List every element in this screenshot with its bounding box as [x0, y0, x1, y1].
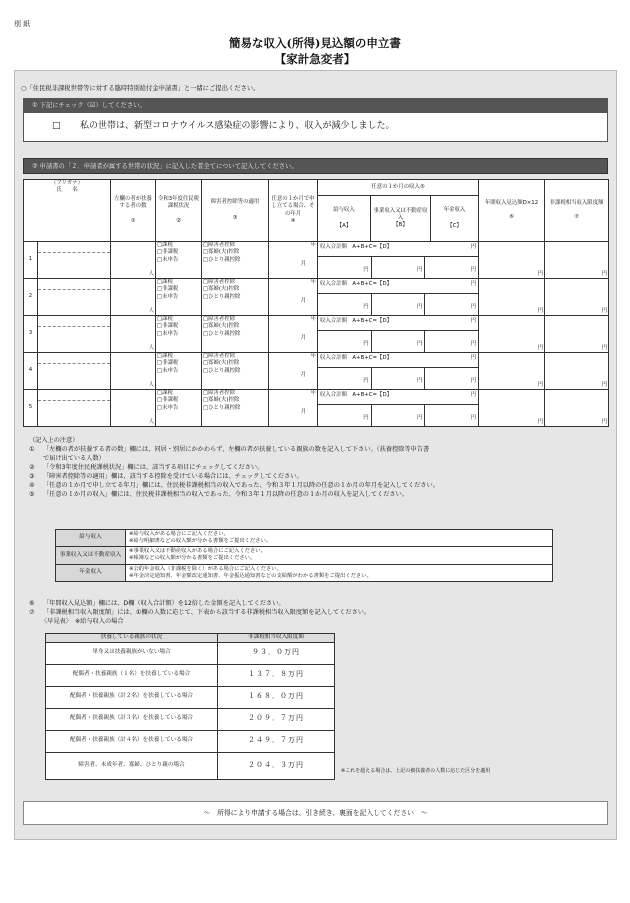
quick-status: 配偶者・扶養親族（計２名）を扶養している場合 [69, 693, 194, 700]
yen-unit: 円 [416, 341, 423, 347]
section1-statement: 私の世帯は、新型コロナウイルス感染症の影響により、収入が減少しました。 [80, 121, 395, 131]
quick-row [46, 708, 335, 730]
documents-row [56, 530, 553, 547]
tax-status-checkbox[interactable]: □未申告 [157, 404, 179, 411]
yen-unit: 円 [470, 281, 477, 287]
note-number: ④ [29, 482, 35, 489]
documents-table [55, 529, 553, 582]
furigana-input[interactable] [38, 353, 110, 364]
year-unit: 年 [310, 353, 317, 359]
quick-header: 非課税相当収入限度額 [248, 634, 304, 640]
month-unit: 月 [300, 372, 307, 379]
limit-input[interactable] [545, 353, 609, 390]
header-tax-status-num: ② [176, 218, 181, 225]
yen-unit: 円 [537, 307, 544, 314]
tax-status-checkbox[interactable]: □非課税 [157, 249, 179, 256]
income-total-label: 収入合計額 A+B+C=【D】 [320, 355, 392, 361]
quick-amount: １３７．８万円 [248, 670, 304, 679]
note-text: 「障害者控除等の適用」欄は、該当する控除を受けている場合には、チェックしてください。 [43, 473, 303, 480]
tax-status-checkbox[interactable]: □未申告 [157, 330, 179, 337]
header-deduction: 障害者控除等の適用 [210, 199, 260, 206]
yen-unit: 円 [601, 344, 608, 351]
dependents-input[interactable] [111, 279, 156, 316]
yen-unit: 円 [470, 304, 477, 310]
note-text: 「年間収入見込額」欄には、D欄（収入合計額）を12倍した金額を記入してください。 [43, 600, 285, 607]
business-input[interactable] [372, 294, 426, 315]
deduction-checkbox[interactable]: □寡婦(夫)控除 [203, 397, 240, 404]
header-pension: 年金収入 [443, 207, 466, 214]
note-item [29, 490, 609, 499]
note-item [29, 445, 609, 454]
yen-unit: 円 [363, 378, 369, 384]
note-text: 「左欄の者が扶養する者の数」欄には、同居・別居にかかわらず、左欄の者が扶養している親族の数を記入して下さい。（扶養控除等申告書 [43, 446, 430, 453]
household-table [23, 179, 608, 427]
dependents-input[interactable] [111, 353, 156, 390]
quick-table-title: 〈早見表〉 ※給与収入の場合 [41, 618, 124, 625]
note-number: ⑦ [29, 609, 35, 616]
quick-amount: ９３．０万円 [252, 648, 300, 657]
deduction-checkbox[interactable]: □障害者控除 [203, 353, 236, 359]
header-dependents: 左欄の者が扶養する者の数 [114, 195, 152, 209]
yen-unit: 円 [470, 355, 477, 361]
tax-status-checkbox[interactable]: □非課税 [157, 286, 179, 293]
month-unit: 月 [300, 298, 307, 305]
deduction-checkbox[interactable]: □ひとり親控除 [203, 256, 241, 263]
note-number: ② [29, 464, 35, 471]
limit-input[interactable] [545, 242, 609, 279]
yen-unit: 円 [601, 381, 608, 388]
header-business: 事業収入又は不動産収入 [373, 207, 428, 221]
page-title: 簡易な収入(所得)見込額の申立書 [229, 36, 401, 50]
header-annual: 年間収入見込額D×12 [484, 200, 539, 207]
annual-income-input[interactable] [479, 279, 545, 316]
tax-status-checkbox[interactable]: □非課税 [157, 323, 179, 330]
note-number: ③ [29, 473, 35, 480]
header-name: 氏 名 [56, 187, 78, 194]
header-deduction-num: ③ [232, 214, 238, 221]
deduction-checkbox[interactable]: □ひとり親控除 [203, 293, 241, 300]
quick-amount: ２０９．７万円 [248, 714, 304, 723]
tax-status-checkbox[interactable]: □非課税 [157, 360, 179, 367]
deduction-checkbox[interactable]: □ひとり親控除 [203, 404, 241, 411]
furigana-input[interactable] [38, 279, 110, 290]
yen-unit: 円 [416, 267, 423, 273]
section1-checkbox[interactable]: □ [52, 121, 61, 131]
dependents-input[interactable] [111, 242, 156, 279]
note-number: ⑤ [29, 491, 35, 498]
deduction-checkbox[interactable]: □障害者控除 [203, 279, 236, 285]
table-row [24, 316, 609, 353]
annual-income-input[interactable] [479, 316, 545, 353]
tax-status-checkbox[interactable]: □未申告 [157, 367, 179, 374]
section1-box [23, 98, 608, 142]
yen-unit: 円 [470, 392, 477, 398]
income-total-label: 収入合計額 A+B+C=【D】 [320, 244, 392, 250]
quick-row [46, 752, 335, 779]
year-unit: 年 [310, 279, 317, 285]
note-number: ⑥ [29, 600, 35, 607]
quick-status: 配偶者・扶養親族（計３名）を扶養している場合 [69, 715, 194, 722]
limit-input[interactable] [545, 316, 609, 353]
table-row [24, 390, 609, 427]
dependents-input[interactable] [111, 390, 156, 427]
quick-amount: １６８．０万円 [248, 692, 304, 701]
note-text: 「非課税相当収入限度額」には、①欄の人数に応じて、下表から該当する非課税相当収入限度額を記入してください。 [43, 609, 371, 616]
note-item [29, 472, 609, 481]
tax-status-checkbox[interactable]: □未申告 [157, 293, 179, 300]
income-total-input[interactable] [318, 242, 478, 257]
yen-unit: 円 [416, 378, 423, 384]
dependents-input[interactable] [111, 316, 156, 353]
year-unit: 年 [310, 390, 317, 396]
person-unit: 人 [148, 418, 155, 425]
month-unit: 月 [300, 261, 307, 268]
salary-input[interactable] [318, 257, 372, 278]
note-number [29, 454, 43, 463]
person-unit: 人 [148, 381, 155, 388]
footer-note: ～ 所得により申請する場合は、引き続き、裏面を記入してください ～ [23, 801, 608, 825]
tax-status-checkbox[interactable]: □未申告 [157, 256, 179, 263]
quick-footnote: ※これを超える場合は、上記の被扶養者の人数に応じた区分を適用 [341, 768, 491, 774]
header-business-tag: 【B】 [393, 222, 408, 229]
header-month-select-num: ④ [290, 217, 296, 224]
header-annual-num: ⑥ [509, 213, 514, 220]
business-input[interactable] [372, 368, 426, 389]
annual-income-input[interactable] [479, 390, 545, 427]
month-unit: 月 [300, 335, 307, 342]
quick-row [46, 664, 335, 686]
table-row [24, 279, 609, 316]
salary-input[interactable] [318, 294, 372, 315]
header-dependents-num: ① [130, 218, 136, 225]
document-label: 年金収入 [79, 568, 102, 575]
deduction-checkbox[interactable]: □寡婦(夫)控除 [203, 249, 240, 256]
header-furigana: （フリガナ） [50, 180, 84, 186]
yen-unit: 円 [537, 381, 544, 388]
yen-unit: 円 [416, 415, 423, 421]
document-note: ※公的年金収入（非課税を除く）がある場合にご記入ください。 [129, 565, 282, 572]
income-total-input[interactable] [318, 279, 478, 294]
deduction-checkbox[interactable]: □寡婦(夫)控除 [203, 360, 240, 367]
quick-row [46, 730, 335, 752]
tax-status-checkbox[interactable]: □課税 [157, 242, 173, 248]
deduction-checkbox[interactable]: □障害者控除 [203, 390, 236, 396]
quick-status: 配偶者・扶養親族（計４名）を扶養している場合 [69, 737, 194, 744]
yen-unit: 円 [470, 244, 477, 250]
quick-status: 単身又は扶養親族がいない場合 [92, 649, 171, 656]
salary-input[interactable] [318, 405, 372, 426]
yen-unit: 円 [470, 318, 477, 324]
quick-amount: ２４９．７万円 [248, 736, 304, 745]
page-subtitle: 【家計急変者】 [274, 52, 356, 66]
person-unit: 人 [148, 307, 155, 314]
yen-unit: 円 [470, 267, 477, 273]
note-text: で届け出ている人数） [43, 455, 105, 462]
deduction-checkbox[interactable]: □寡婦(夫)控除 [203, 323, 240, 330]
month-input[interactable] [269, 353, 318, 390]
row-number: 5 [28, 404, 33, 411]
business-input[interactable] [372, 331, 426, 352]
furigana-input[interactable] [38, 316, 110, 327]
tax-status-checkbox[interactable]: □課税 [157, 390, 173, 396]
pension-input[interactable] [425, 368, 478, 389]
pension-input[interactable] [425, 257, 478, 278]
business-input[interactable] [372, 405, 426, 426]
intro-text: ○「住民税非課税世帯等に対する臨時特別給付金申請書」と一緒にご提出ください。 [21, 85, 260, 92]
name-input[interactable] [38, 327, 110, 352]
row-number: 3 [28, 330, 33, 337]
note-item [29, 608, 609, 617]
header-salary-tag: 【A】 [336, 222, 352, 229]
form-sheet [14, 70, 617, 840]
income-total-input[interactable] [318, 353, 478, 368]
month-input[interactable] [269, 316, 318, 353]
header-tax-status: 令和3年度住民税課税状況 [157, 195, 200, 209]
document-note: ※年金決定通知書、年金額改定通知書、年金振込通知書などの支給額がわかる書類をご提出ください。 [129, 572, 372, 579]
name-input[interactable] [38, 401, 110, 426]
pension-input[interactable] [425, 294, 478, 315]
name-input[interactable] [38, 364, 110, 389]
yen-unit: 円 [470, 415, 477, 421]
header-income-group: 任意の１か月の収入⑤ [318, 180, 479, 196]
documents-row [56, 564, 553, 581]
section1-heading: ① 下記にチェック（☑）してください。 [24, 99, 607, 113]
year-unit: 年 [310, 316, 317, 322]
header-limit: 非課税相当収入限度額 [549, 200, 604, 207]
quick-row [46, 686, 335, 708]
month-input[interactable] [269, 390, 318, 427]
deduction-checkbox[interactable]: □障害者控除 [203, 316, 236, 322]
salary-input[interactable] [318, 331, 372, 352]
yen-unit: 円 [470, 341, 477, 347]
note-item [29, 481, 609, 490]
yen-unit: 円 [363, 415, 369, 421]
salary-input[interactable] [318, 368, 372, 389]
month-input[interactable] [269, 279, 318, 316]
yen-unit: 円 [470, 378, 477, 384]
pension-input[interactable] [425, 331, 478, 352]
note-item [29, 463, 609, 472]
income-total-label: 収入合計額 A+B+C=【D】 [320, 392, 392, 398]
header-limit-num: ⑦ [574, 213, 579, 220]
table-row [24, 353, 609, 390]
header-month-select: 任意の１か月で申し立てる場合、その年月 [271, 195, 315, 217]
note-text: 「任意の１か月で申し立てる年月」欄には、住民税非課税相当の収入であった、令和３年１月以降の任意の１か月の年月を記入してください。 [43, 482, 439, 489]
header-salary: 給与収入 [333, 207, 355, 214]
pension-input[interactable] [425, 405, 478, 426]
month-input[interactable] [269, 242, 318, 279]
note-text: 「任意の１か月の収入」欄には、住民税非課税相当の収入であった、令和３年１月以降の任意の１か月の収入を記入してください。 [43, 491, 408, 498]
quick-header-row [46, 634, 335, 643]
yen-unit: 円 [363, 267, 369, 273]
header-pension-tag: 【C】 [447, 222, 462, 229]
annual-income-input[interactable] [479, 242, 545, 279]
tax-status-checkbox[interactable]: □課税 [157, 353, 173, 359]
yen-unit: 円 [537, 270, 544, 277]
quick-status: 配偶者・扶養親族（１名）を扶養している場合 [72, 671, 191, 678]
yen-unit: 円 [537, 344, 544, 351]
notes-heading: （記入上の注意） [29, 437, 79, 444]
document-label: 事業収入又は不動産収入 [59, 551, 122, 558]
note-text: 「令和3年度住民税課税状況」欄には、該当する項目にチェックしてください。 [43, 464, 264, 471]
document-label: 給与収入 [79, 534, 102, 541]
furigana-input[interactable] [38, 242, 110, 253]
income-total-input[interactable] [318, 316, 478, 331]
year-unit: 年 [310, 242, 317, 248]
yen-unit: 円 [537, 418, 544, 425]
furigana-input[interactable] [38, 390, 110, 401]
quick-reference-table [45, 633, 335, 780]
income-total-input[interactable] [318, 390, 478, 405]
deduction-checkbox[interactable]: □ひとり親控除 [203, 330, 241, 337]
person-unit: 人 [148, 270, 155, 277]
yen-unit: 円 [363, 304, 369, 310]
attachment-label: 別 紙 [14, 20, 31, 28]
deduction-checkbox[interactable]: □障害者控除 [203, 242, 236, 248]
name-input[interactable] [38, 253, 110, 278]
quick-amount: ２０４．３万円 [248, 760, 304, 769]
tax-status-checkbox[interactable]: □課税 [157, 316, 173, 322]
yen-unit: 円 [363, 341, 369, 347]
quick-header: 扶養している親族の状況 [100, 634, 163, 640]
business-input[interactable] [372, 257, 426, 278]
deduction-checkbox[interactable]: □寡婦(夫)控除 [203, 286, 240, 293]
name-input[interactable] [38, 290, 110, 315]
yen-unit: 円 [601, 270, 608, 277]
note-item [29, 454, 609, 463]
deduction-checkbox[interactable]: □ひとり親控除 [203, 367, 241, 374]
income-total-label: 収入合計額 A+B+C=【D】 [320, 318, 392, 324]
yen-unit: 円 [416, 304, 423, 310]
limit-input[interactable] [545, 390, 609, 427]
document-note: ※事業収入又は不動産収入がある場合にご記入ください。 [129, 548, 266, 555]
document-note: ※給与収入がある場合にご記入ください。 [129, 531, 229, 537]
document-note: ※帳簿などの収入額が分かる書類をご提出ください。 [129, 555, 256, 562]
person-unit: 人 [148, 344, 155, 351]
row-number: 4 [28, 367, 33, 374]
notes-section [29, 436, 609, 499]
income-total-label: 収入合計額 A+B+C=【D】 [320, 281, 392, 287]
document-note: ※給与明細書などの収入額が分かる書類をご提出ください。 [129, 538, 272, 545]
row-number: 1 [28, 256, 33, 263]
quick-row [46, 642, 335, 664]
annual-income-input[interactable] [479, 353, 545, 390]
note-number: ① [29, 446, 35, 453]
yen-unit: 円 [601, 418, 608, 425]
tax-status-checkbox[interactable]: □課税 [157, 279, 173, 285]
quick-status: 障害者、未成年者、寡婦、ひとり親の場合 [78, 761, 185, 768]
row-number: 2 [28, 293, 33, 300]
yen-unit: 円 [601, 307, 608, 314]
table-row [24, 242, 609, 279]
tax-status-checkbox[interactable]: □非課税 [157, 397, 179, 404]
documents-row [56, 547, 553, 564]
notes-section-2 [29, 599, 609, 626]
limit-input[interactable] [545, 279, 609, 316]
month-unit: 月 [300, 409, 307, 416]
note-item [29, 599, 609, 608]
section2-heading: ② 申請書の「２．申請者が属する世帯の状況」に記入した者全てについて記入してください。 [23, 158, 608, 174]
